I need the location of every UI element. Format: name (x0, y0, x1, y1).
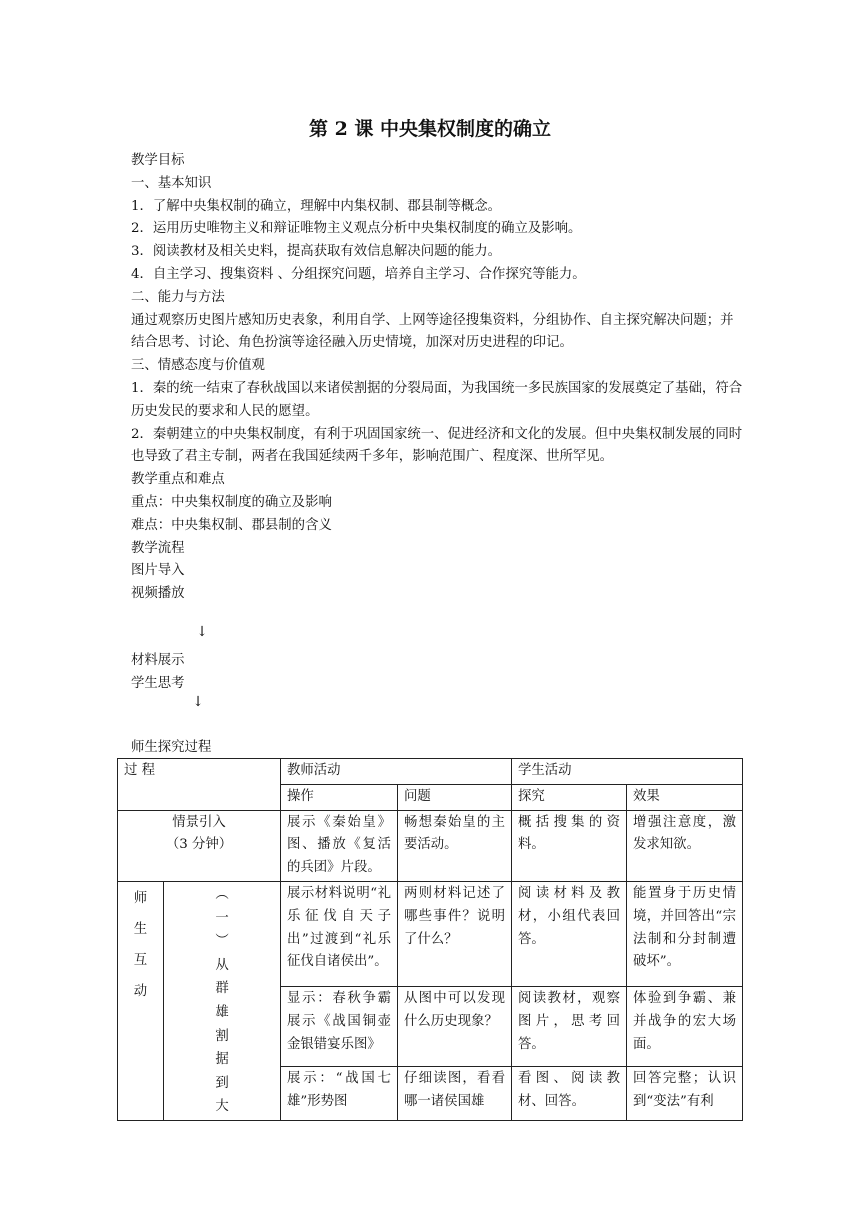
table-caption: 师生探究过程 (131, 740, 212, 755)
operation-cell: 展示《秦始皇》图、播放《复活的兵团》片段。 (281, 810, 398, 881)
operation-cell: 展示：“战国七雄”形势图 (281, 1066, 398, 1120)
heading-basic-knowledge: 一、基本知识 (131, 175, 212, 191)
subsection-char: 据 (215, 1052, 229, 1068)
key-point: 重点：中央集权制度的确立及影响 (131, 494, 332, 510)
lesson-table (117, 758, 743, 1121)
lesson-body (131, 150, 743, 606)
explore-cell: 阅读材料及教材，小组代表回答。 (512, 881, 627, 986)
section-char: 互 (133, 952, 148, 968)
header-effect: 效果 (627, 784, 743, 810)
operation-cell: 显示：春秋争霸展示《战国铜壶金银错宴乐图》 (281, 987, 398, 1067)
section-cell (118, 881, 164, 1120)
flow-step-video: 视频播放 (131, 586, 185, 602)
table-row (118, 881, 743, 986)
question-cell: 从图中可以发现什么历史现象？ (398, 987, 512, 1067)
table-row (118, 810, 743, 881)
subsection-char: 群 (215, 981, 229, 997)
subsection-char: 雄 (215, 1004, 229, 1020)
stage-cell (118, 810, 281, 881)
heading-teaching-goals: 教学目标 (131, 153, 185, 168)
header-teacher-activity: 教师活动 (281, 759, 512, 785)
question-cell: 仔细读图，看看哪一诸侯国雄 (398, 1066, 512, 1120)
header-student-activity: 学生活动 (512, 759, 743, 785)
question-cell: 畅想秦始皇的主要活动。 (398, 810, 512, 881)
subsection-char: 一 (215, 910, 229, 926)
question-cell: 两则材料记述了哪些事件？说明了什么？ (398, 881, 512, 986)
down-arrow-icon: ↓ (196, 624, 208, 640)
section-char: 生 (133, 921, 148, 937)
goal-item-1: 1．了解中央集权制的确立，理解中内集权制、郡县制等概念。 (131, 198, 502, 214)
heading-ability-method: 二、能力与方法 (131, 289, 225, 305)
header-question: 问题 (398, 784, 512, 810)
flow-step-think: 学生思考 (131, 675, 185, 691)
explore-cell: 看图、阅读教材、回答。 (512, 1066, 627, 1120)
effect-cell: 增强注意度，激发求知欲。 (627, 810, 743, 881)
subsection-char: 大 (215, 1099, 229, 1115)
goal-item-3: 3．阅读教材及相关史料，提高获取有效信息解决问题的能力。 (131, 244, 502, 260)
goal-item-4: 4．自主学习、搜集资料 、分组探究问题，培养自主学习、合作探究等能力。 (131, 266, 586, 282)
heading-emotion-values: 三、情感态度与价值观 (131, 358, 265, 374)
header-operation: 操作 (281, 784, 398, 810)
header-process: 过 程 (118, 759, 281, 811)
section-char: 动 (133, 983, 148, 999)
operation-cell: 展示材料说明“礼乐征伐自天子出”过渡到“礼乐征伐自诸侯出”。 (281, 881, 398, 986)
subsection-char: 到 (215, 1075, 229, 1091)
subsection-char: ︶ (215, 934, 229, 950)
goal-item-2: 2．运用历史唯物主义和辩证唯物主义观点分析中央集权制度的确立及影响。 (131, 221, 582, 237)
flow-extra (131, 650, 185, 696)
heading-key-points: 教学重点和难点 (131, 472, 225, 488)
subsection-char: ︵ (215, 886, 229, 902)
ability-paragraph: 通过观察历史图片感知历史表象，利用自学、上网等途径搜集资料，分组协作、自主探究解决问题；并结合思考、讨论、角色扮演等途径融入历史情境，加深对历史进程的印记。 (131, 312, 734, 351)
effect-cell: 能置身于历史情境，并回答出“宗法制和分封制遭破坏”。 (627, 881, 743, 986)
heading-teaching-flow: 教学流程 (131, 540, 185, 556)
flow-step-material: 材料展示 (131, 653, 185, 668)
effect-cell: 体验到争霸、兼并战争的宏大场面。 (627, 987, 743, 1067)
subsection-char: 从 (215, 957, 229, 973)
emotion-item-1: 1．秦的统一结束了春秋战国以来诸侯割据的分裂局面，为我国统一多民族国家的发展奠定了基础，符合历史发民的要求和人民的愿望。 (131, 380, 743, 419)
explore-cell: 概括搜集的资料。 (512, 810, 627, 881)
header-explore: 探究 (512, 784, 627, 810)
down-arrow-icon: ↓ (192, 694, 204, 710)
subsection-cell (164, 881, 281, 1120)
explore-cell: 阅读教材，观察图片，思考回答。 (512, 987, 627, 1067)
difficult-point: 难点：中央集权制、郡县制的含义 (131, 517, 332, 533)
page-title: 第 2 课 中央集权制度的确立 (308, 118, 552, 140)
table-row (118, 759, 743, 785)
effect-cell: 回答完整；认识到“变法”有利 (627, 1066, 743, 1120)
flow-step-picture: 图片导入 (131, 563, 185, 579)
emotion-item-2: 2．秦朝建立的中央集权制度，有利于巩固国家统一、促进经济和文化的发展。但中央集权制发展的同时也导致了君主专制，两者在我国延续两千多年，影响范围广、程度深、世所罕见。 (131, 426, 743, 465)
stage-name: 情景引入 (172, 814, 226, 830)
section-char: 师 (133, 890, 148, 906)
subsection-char: 割 (215, 1028, 229, 1044)
stage-time: （3 分钟） (165, 837, 233, 853)
